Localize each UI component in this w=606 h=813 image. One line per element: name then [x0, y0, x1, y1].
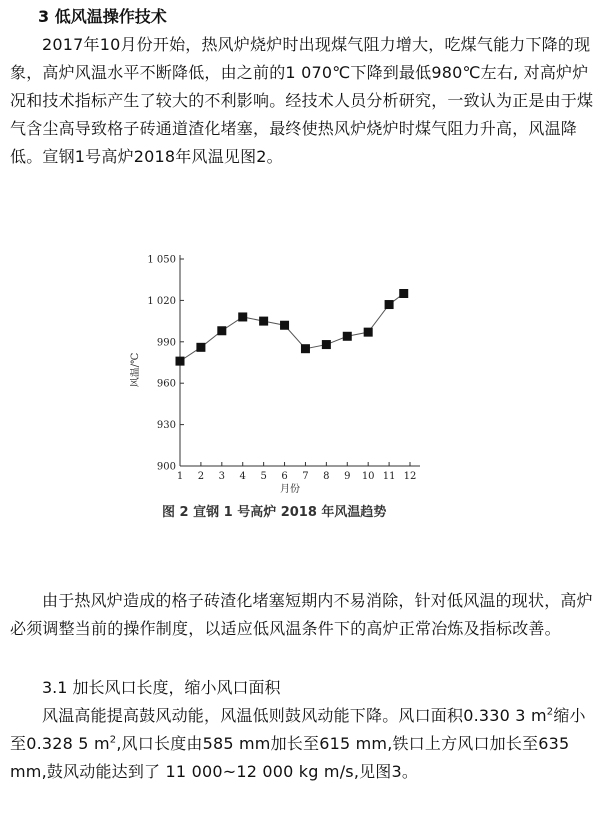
x-tick-label: 5	[260, 471, 267, 482]
x-tick-label: 6	[281, 471, 288, 482]
wind-temperature-chart	[130, 248, 440, 498]
paragraph-adjust: 由于热风炉造成的格子砖渣化堵塞短期内不易消除，针对低风温的现状，高炉必须调整当前的操作制度，以适应低风温条件下的高炉正常冶炼及指标改善。	[10, 591, 593, 638]
data-point-marker	[280, 321, 289, 330]
data-point-marker	[238, 312, 247, 321]
data-point-marker	[259, 317, 268, 326]
data-point-marker	[196, 343, 205, 352]
y-tick-label: 900	[156, 461, 176, 473]
data-point-marker	[399, 289, 408, 298]
tuyere-text-b: 缩小至0.328 5 m	[10, 706, 586, 753]
y-tick-label: 960	[156, 378, 176, 390]
paragraph-intro: 2017年10月份开始，热风炉烧炉时出现煤气阻力增大，吃煤气能力下降的现象，高炉风温水平不断降低，由之前的1 070℃下降到最低980℃左右, 对高炉炉况和技术指标产生了较大的不利影响。经技术人员分析研究，一致认为正是由于煤气含尘高导致格子砖通道渣化堵塞，最终使热风炉烧炉时煤气阻力升高，风温降低。宣钢1号高炉2018年风温见图2。	[10, 35, 594, 166]
tuyere-text-a: 风温高能提高鼓风动能，风温低则鼓风动能下降。风口面积0.330 3 m	[42, 706, 547, 725]
series-line	[176, 289, 409, 366]
superscript-2: 2	[546, 706, 554, 718]
y-tick-label: 930	[156, 420, 176, 432]
data-point-marker	[343, 332, 352, 341]
data-point-marker	[385, 300, 394, 309]
chart-axes	[180, 255, 420, 466]
x-tick-label: 1	[176, 471, 184, 482]
x-tick-label: 10	[361, 471, 375, 482]
series-polyline	[180, 294, 404, 362]
y-tick-label: 1 020	[147, 295, 176, 307]
x-tick-label: 12	[403, 471, 417, 482]
x-tick-label: 2	[197, 471, 205, 482]
x-tick-label: 8	[323, 471, 330, 482]
x-ticks	[177, 462, 417, 482]
paragraph-tuyere	[10, 702, 600, 786]
y-tick-label: 990	[156, 337, 176, 349]
data-point-marker	[301, 344, 310, 353]
x-tick-label: 3	[218, 471, 226, 482]
x-tick-label: 4	[239, 471, 246, 482]
x-tick-label: 11	[382, 471, 396, 482]
data-point-marker	[322, 340, 331, 349]
data-point-marker	[217, 326, 226, 335]
subsection-heading: 3.1 加长风口长度，缩小风口面积	[42, 678, 281, 697]
data-point-marker	[176, 357, 185, 366]
data-point-marker	[364, 328, 373, 337]
y-axis-label: 风温/℃	[130, 352, 141, 388]
x-tick-label: 7	[302, 471, 309, 482]
section-heading: 3 低风温操作技术	[38, 7, 167, 26]
superscript-2b: 2	[109, 734, 117, 746]
tuyere-text-c: ,风口长度由585 mm加长至615 mm,铁口上方风口加长至635 mm,鼓风动能达到了 11 000~12 000 kg m/s,见图3。	[10, 734, 570, 781]
figure-caption: 图 2 宣钢 1 号高炉 2018 年风温趋势	[162, 505, 387, 520]
x-tick-label: 9	[344, 471, 351, 482]
x-axis-label: 月份	[280, 484, 300, 495]
y-tick-label: 1 050	[147, 254, 176, 266]
